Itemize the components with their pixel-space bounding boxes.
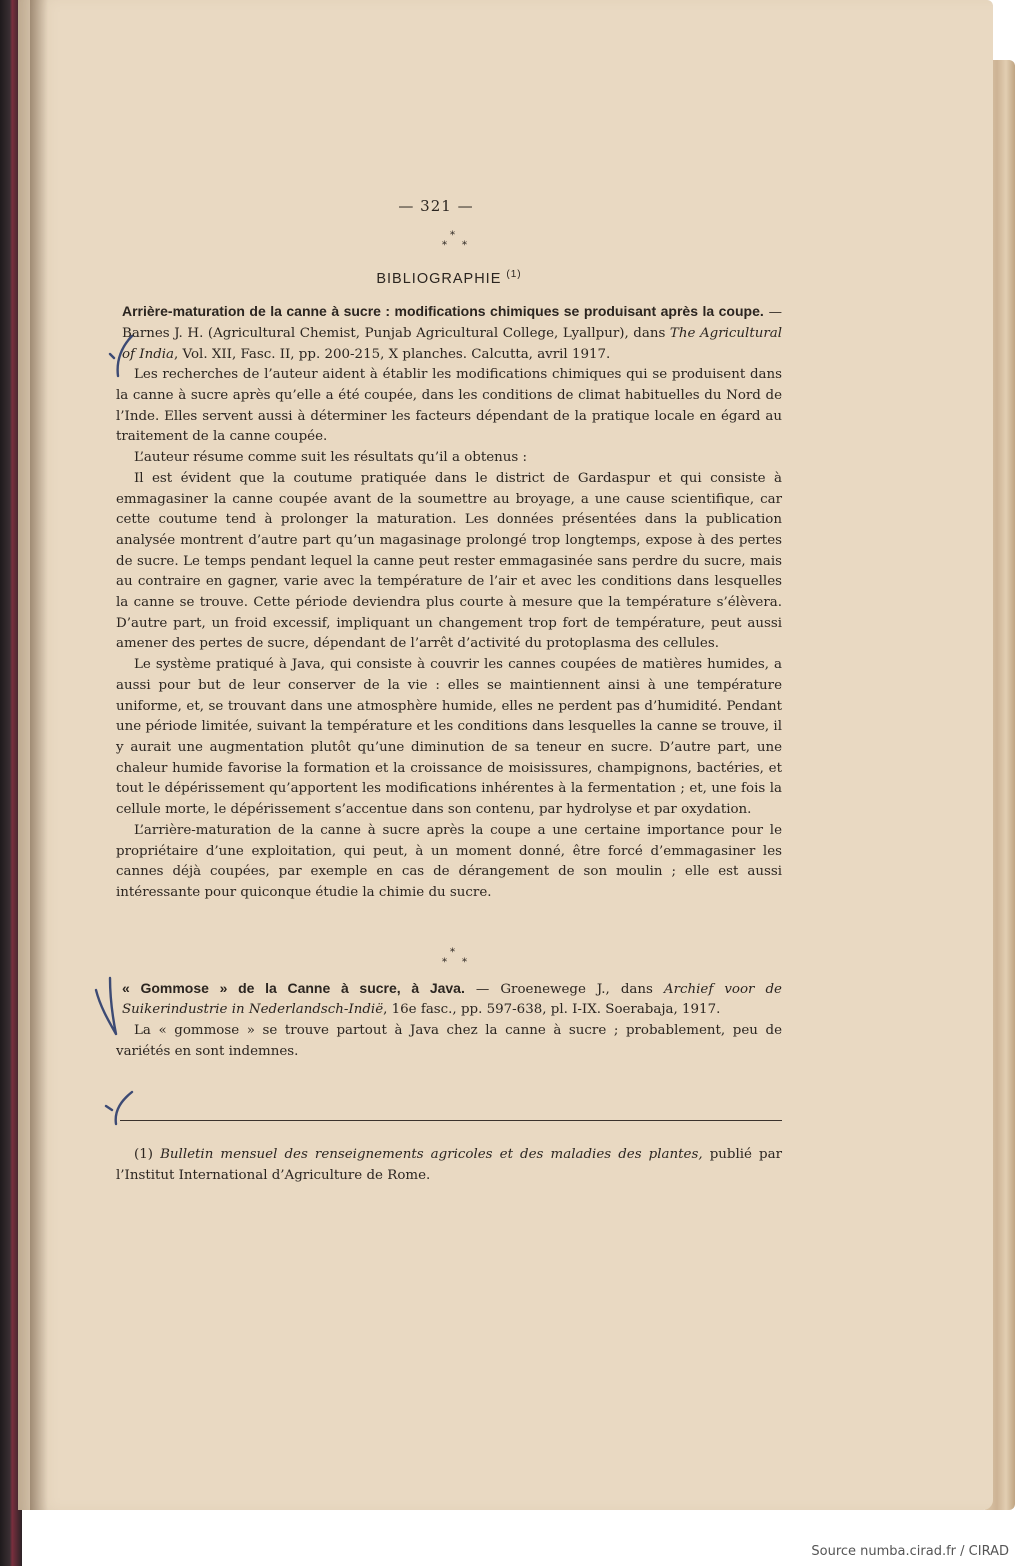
entry-2-title: « Gommose » de la Canne à sucre, à Java. [122,979,465,996]
footnote-marker: (1) [134,1147,153,1163]
entry-2-journal: Archief voor de Suikerindustrie in Nederlandsch-Indië [122,981,782,1018]
section-heading [116,265,782,290]
asterism-divider: * * * [442,946,467,968]
footnote-italic-text: Bulletin mensuel des renseignements agricoles et des maladies des plantes, [160,1147,703,1163]
entry-1-title: Arrière-maturation de la canne à sucre : modifications chimiques se produisant après la coupe. [122,303,764,320]
entry-1-paragraph: Le système pratiqué à Java, qui consiste à couvrir les cannes coupées de matières humides, a aussi pour but de leur conserver de la vie : elles se maintiennent ainsi à une température uniforme, et, se trouvant dans une atmosphère humide, elles ne perdent pas d’humidité. Pendant une période limitée, suivant la température et les conditions dans lesquelles la canne se trouve, il y aurait une augmentation plutôt qu’une diminution de sa teneur en sucre. D’autre part, une chaleur humide favorise la formation et la croissance de moisissures, champignons, bactéries, et tout le dépérissement qu’apportent les modifications inhérentes à la fermentation ; et, une fois la cellule morte, le dépérissement s’accentue dans son contenu, par hydrolyse et par oxydation. [116,657,782,818]
source-credit: Source numba.cirad.fr / CIRAD [811,1544,1009,1559]
entry-2-citation-post: , 16e fasc., pp. 597-638, pl. I-IX. Soerabaja, 1917. [383,1002,721,1018]
entry-1-citation-pre: — Barnes J. H. (Agricultural Chemist, Punjab Agricultural College, Lyallpur), dans [122,305,782,341]
entry-2-citation-pre: — Groenewege J., dans [464,981,664,997]
section-heading-text: BIBLIOGRAPHIE [376,270,502,287]
entry-1-journal: The Agricultural of India [122,325,782,362]
entry-1-paragraph: L’auteur résume comme suit les résultats qu’il a obtenus : [134,450,528,466]
page-content [116,196,782,1187]
entry-2-citation [122,978,782,1021]
entry-1-paragraph: L’arrière-maturation de la canne à sucre après la coupe a une certaine importance pour le propriétaire d’une exploitation, qui peut, à un moment donné, être forcé d’emmagasiner les cannes déjà coupées, par exemple en cas de dérangement de son moulin ; elle est aussi intéressante pour quiconque étudie la chimie du sucre. [116,822,782,900]
asterism-divider: * * * [442,229,467,251]
page-gutter-shadow [30,0,48,1510]
footnote [116,1145,782,1186]
page-number: — 321 — [398,197,474,215]
entry-1-paragraph: Il est évident que la coutume pratiquée dans le district de Gardaspur et qui consiste à emmagasiner la canne coupée avant de la soumettre au broyage, a une cause scientifique, car cette coutume tend à prolonger la maturation. Les données présentées dans la publication analysée montrent d’autre part qu’un magasinage prolongé trop longtemps, expose à des pertes de sucre. Le temps pendant lequel la canne peut rester emmagasinée sans perdre du sucre, mais au contraire en gagner, varie avec la température de l’air et avec les conditions dans lesquelles la canne se trouve. Cette période deviendra plus courte à mesure que la température s’élèvera. D’autre part, un froid excessif, impliquant un changement trop fort de température, peut aussi amener des pertes de sucre, dépendant de l’arrêt d’activité du protoplasma des cellules. [116,470,782,652]
entry-2-paragraph: La « gommose » se trouve partout à Java chez la canne à sucre ; probablement, peu de variétés en sont indemnes. [116,1023,782,1059]
footnote-rule [120,1120,782,1121]
entry-1-citation [122,301,782,365]
footnote-text: publié par l’Institut International d’Agriculture de Rome. [116,1147,783,1184]
section-heading-note-ref: (1) [506,268,522,280]
entry-1-citation-post: , Vol. XII, Fasc. II, pp. 200-215, X planches. Calcutta, avril 1917. [174,346,611,362]
entry-1-paragraph: Les recherches de l’auteur aident à établir les modifications chimiques qui se produisent dans la canne à sucre après qu’elle a été coupée, dans les conditions de climat habituelles du Nord de l’Inde. Elles servent aussi à déterminer les facteurs dépendant de la pratique locale en égard au traitement de la canne coupée. [116,367,782,445]
